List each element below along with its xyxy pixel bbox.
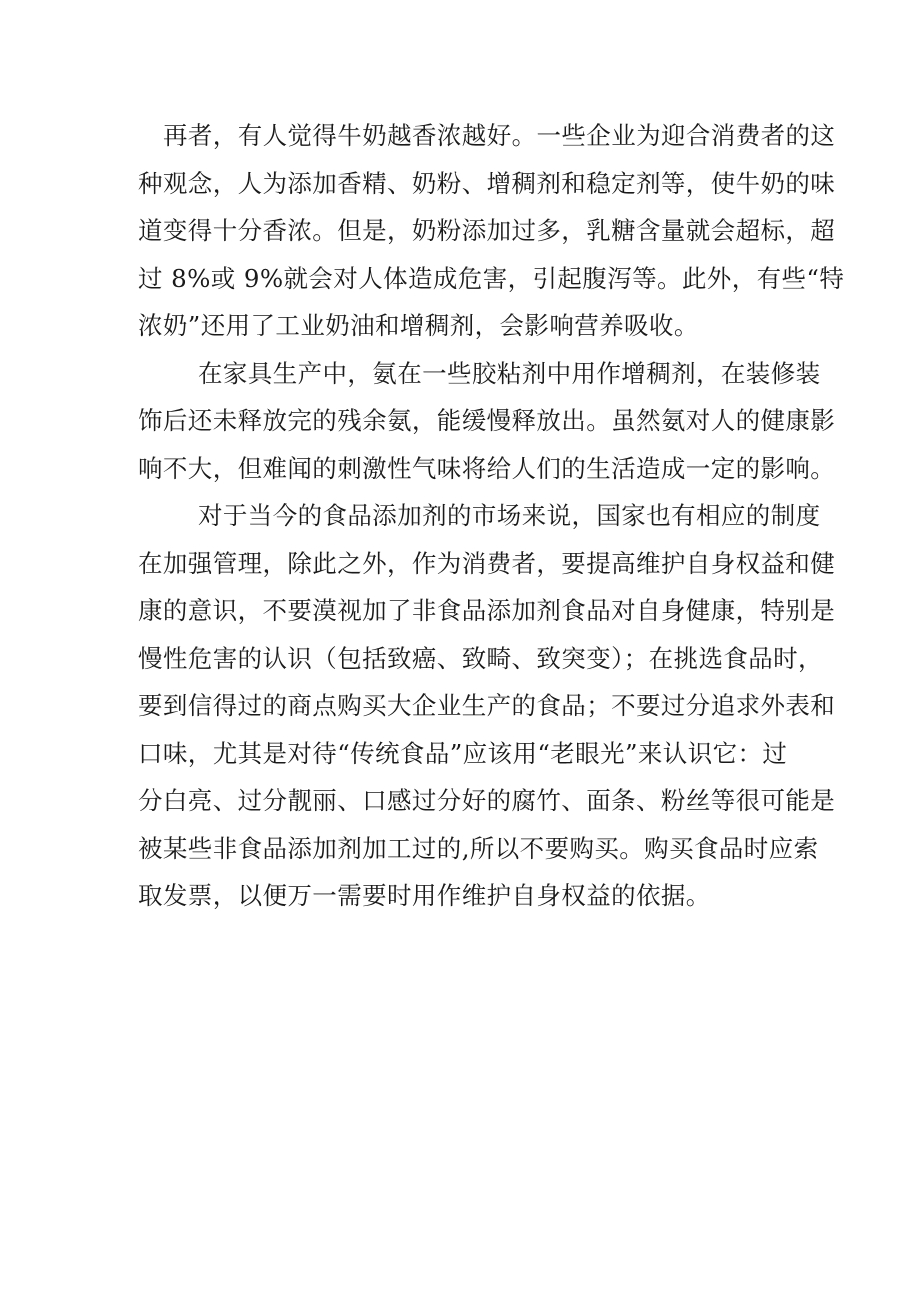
text-line: 对于当今的食品添加剂的市场来说，国家也有相应的制度 [198, 501, 821, 530]
document-body [138, 112, 845, 920]
text-line: 饰后还未释放完的残余氨，能缓慢释放出。虽然氨对人的健康影 [138, 406, 836, 435]
paragraph-food-additives [138, 492, 836, 920]
text-line: 种观念，人为添加香精、奶粉、增稠剂和稳定剂等，使牛奶的味 [138, 168, 836, 198]
paragraph-milk [138, 112, 845, 350]
text-line: 被某些非食品添加剂加工过的,所以不要购买。购买食品时应索 [138, 833, 819, 863]
text-line: 在家具生产中，氨在一些胶粘剂中用作增稠剂，在装修装 [198, 358, 821, 388]
text-line: 在加强管理，除此之外，作为消费者，要提高维护自身权益和健 [138, 548, 836, 578]
text-line: 再者，有人觉得牛奶越香浓越好。一些企业为迎合消费者的这 [163, 121, 836, 150]
paragraph-ammonia [138, 350, 836, 493]
text-line: 分白亮、过分靓丽、口感过分好的腐竹、面条、粉丝等很可能是 [138, 786, 836, 815]
text-line: 响不大，但难闻的刺激性气味将给人们的生活造成一定的影响。 [138, 453, 836, 483]
text-line: 口味，尤其是对待“传统食品”应该用“老眼光”来认识它：过 [138, 738, 788, 768]
text-line: 浓奶”还用了工业奶油和增稠剂，会影响营养吸收。 [138, 311, 699, 340]
text-line: 要到信得过的商点购买大企业生产的食品；不要过分追求外表和 [138, 691, 836, 720]
text-line: 康的意识，不要漠视加了非食品添加剂食品对自身健康，特别是 [138, 596, 836, 625]
text-line: 过 8%或 9%就会对人体造成危害，引起腹泻等。此外，有些“特 [138, 263, 845, 293]
text-line: 慢性危害的认识（包括致癌、致畸、致突变）；在挑选食品时， [138, 643, 823, 673]
text-line: 道变得十分香浓。但是，奶粉添加过多，乳糖含量就会超标，超 [138, 216, 836, 245]
text-line: 取发票，以便万一需要时用作维护自身权益的依据。 [138, 881, 711, 910]
